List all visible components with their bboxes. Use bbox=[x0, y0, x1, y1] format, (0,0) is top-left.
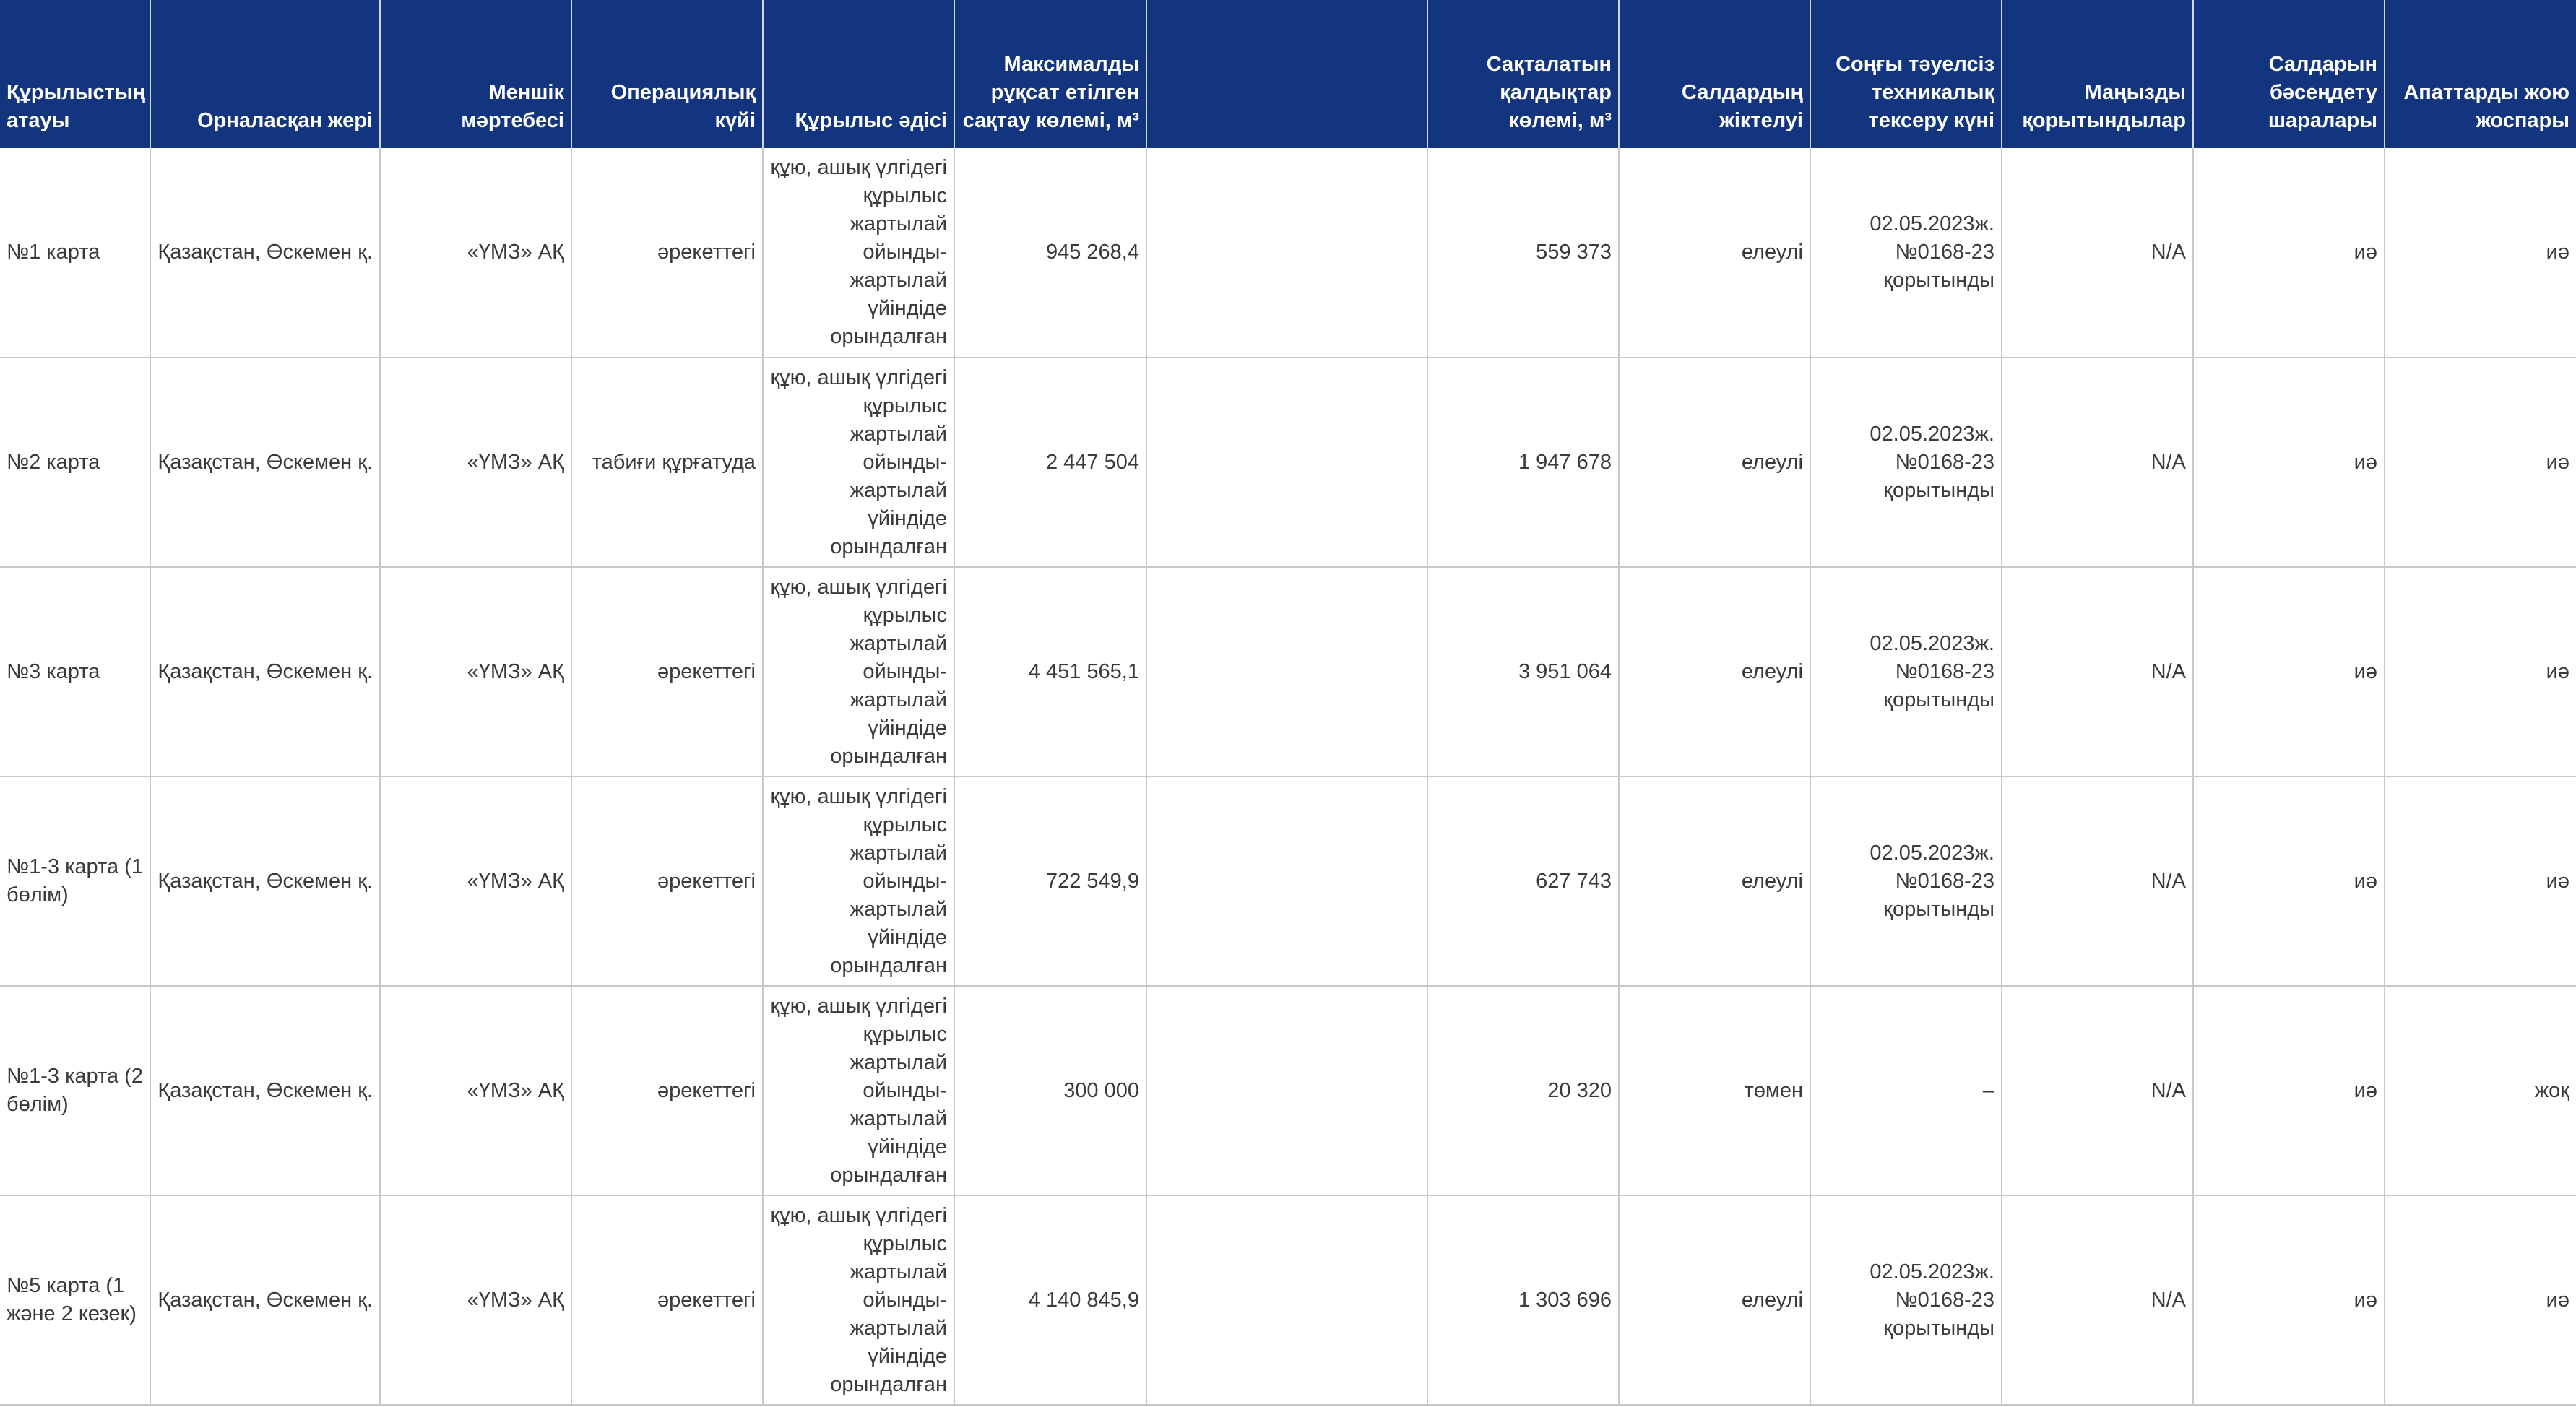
header-stored-tailings-volume: Сақталатын қалдықтар көлемі, м³ bbox=[1427, 0, 1619, 148]
cell-operational-status: әрекеттегі bbox=[571, 1195, 763, 1405]
table-row bbox=[0, 567, 2576, 776]
cell-stored-tailings-volume: 627 743 bbox=[1427, 776, 1619, 986]
cell-facility-name: №2 карта bbox=[0, 358, 150, 567]
cell-emergency-plan: иә bbox=[2385, 358, 2576, 567]
cell-emergency-plan: иә bbox=[2385, 1195, 2576, 1405]
header-max-permitted-volume: Максималды рұқсат етілген сақтау көлемі, м³ bbox=[954, 0, 1146, 148]
cell-max-permitted-volume: 722 549,9 bbox=[954, 776, 1146, 986]
header-key-findings: Маңызды қорытындылар bbox=[2002, 0, 2193, 148]
header-location: Орналасқан жері bbox=[150, 0, 380, 148]
cell-ownership-status: «ҮМЗ» АҚ bbox=[380, 776, 571, 986]
header-blank bbox=[1146, 0, 1427, 148]
cell-operational-status: әрекеттегі bbox=[571, 148, 763, 358]
cell-last-review-date: 02.05.2023ж. №0168-23 қорытынды bbox=[1810, 567, 2002, 776]
cell-operational-status: табиғи құрғатуда bbox=[571, 358, 763, 567]
cell-stored-tailings-volume: 559 373 bbox=[1427, 148, 1619, 358]
cell-facility-name: №3 карта bbox=[0, 567, 150, 776]
cell-location: Қазақстан, Өскемен қ. bbox=[150, 358, 380, 567]
cell-consequence-classification: елеулі bbox=[1619, 148, 1810, 358]
cell-last-review-date: 02.05.2023ж. №0168-23 қорытынды bbox=[1810, 358, 2002, 567]
cell-mitigation-measures: иә bbox=[2193, 776, 2385, 986]
cell-key-findings: N/A bbox=[2002, 148, 2193, 358]
cell-construction-method: құю, ашық үлгідегі құрылыс жартылай ойынды-жартылай үйіндіде орындалған bbox=[763, 358, 954, 567]
header-row bbox=[0, 0, 2576, 148]
cell-stored-tailings-volume: 20 320 bbox=[1427, 986, 1619, 1195]
cell-emergency-plan: иә bbox=[2385, 567, 2576, 776]
cell-construction-method: құю, ашық үлгідегі құрылыс жартылай ойынды-жартылай үйіндіде орындалған bbox=[763, 1195, 954, 1405]
cell-location: Қазақстан, Өскемен қ. bbox=[150, 567, 380, 776]
cell-mitigation-measures: иә bbox=[2193, 567, 2385, 776]
cell-location: Қазақстан, Өскемен қ. bbox=[150, 1195, 380, 1405]
cell-emergency-plan: жоқ bbox=[2385, 986, 2576, 1195]
cell-key-findings: N/A bbox=[2002, 567, 2193, 776]
cell-key-findings: N/A bbox=[2002, 776, 2193, 986]
cell-consequence-classification: төмен bbox=[1619, 986, 1810, 1195]
cell-blank bbox=[1146, 1195, 1427, 1405]
cell-construction-method: құю, ашық үлгідегі құрылыс жартылай ойынды-жартылай үйіндіде орындалған bbox=[763, 148, 954, 358]
cell-location: Қазақстан, Өскемен қ. bbox=[150, 148, 380, 358]
cell-construction-method: құю, ашық үлгідегі құрылыс жартылай ойынды-жартылай үйіндіде орындалған bbox=[763, 776, 954, 986]
header-operational-status: Операциялық күйі bbox=[571, 0, 763, 148]
cell-max-permitted-volume: 945 268,4 bbox=[954, 148, 1146, 358]
cell-operational-status: әрекеттегі bbox=[571, 776, 763, 986]
cell-stored-tailings-volume: 1 303 696 bbox=[1427, 1195, 1619, 1405]
cell-stored-tailings-volume: 3 951 064 bbox=[1427, 567, 1619, 776]
cell-max-permitted-volume: 4 451 565,1 bbox=[954, 567, 1146, 776]
cell-last-review-date: 02.05.2023ж. №0168-23 қорытынды bbox=[1810, 148, 2002, 358]
cell-ownership-status: «ҮМЗ» АҚ bbox=[380, 148, 571, 358]
header-ownership-status: Меншік мәртебесі bbox=[380, 0, 571, 148]
cell-stored-tailings-volume: 1 947 678 bbox=[1427, 358, 1619, 567]
cell-ownership-status: «ҮМЗ» АҚ bbox=[380, 1195, 571, 1405]
cell-ownership-status: «ҮМЗ» АҚ bbox=[380, 567, 571, 776]
cell-mitigation-measures: иә bbox=[2193, 1195, 2385, 1405]
table-body bbox=[0, 148, 2576, 1405]
cell-blank bbox=[1146, 567, 1427, 776]
cell-last-review-date: 02.05.2023ж. №0168-23 қорытынды bbox=[1810, 1195, 2002, 1405]
table-row bbox=[0, 358, 2576, 567]
cell-facility-name: №1-3 карта (2 бөлім) bbox=[0, 986, 150, 1195]
cell-operational-status: әрекеттегі bbox=[571, 567, 763, 776]
cell-last-review-date: – bbox=[1810, 986, 2002, 1195]
cell-last-review-date: 02.05.2023ж. №0168-23 қорытынды bbox=[1810, 776, 2002, 986]
header-construction-method: Құрылыс әдісі bbox=[763, 0, 954, 148]
cell-key-findings: N/A bbox=[2002, 986, 2193, 1195]
cell-construction-method: құю, ашық үлгідегі құрылыс жартылай ойынды-жартылай үйіндіде орындалған bbox=[763, 567, 954, 776]
cell-blank bbox=[1146, 776, 1427, 986]
cell-max-permitted-volume: 2 447 504 bbox=[954, 358, 1146, 567]
table-header bbox=[0, 0, 2576, 148]
cell-operational-status: әрекеттегі bbox=[571, 986, 763, 1195]
cell-construction-method: құю, ашық үлгідегі құрылыс жартылай ойынды-жартылай үйіндіде орындалған bbox=[763, 986, 954, 1195]
cell-blank bbox=[1146, 986, 1427, 1195]
cell-consequence-classification: елеулі bbox=[1619, 1195, 1810, 1405]
table-row bbox=[0, 776, 2576, 986]
cell-max-permitted-volume: 300 000 bbox=[954, 986, 1146, 1195]
header-emergency-plan: Апаттарды жою жоспары bbox=[2385, 0, 2576, 148]
header-consequence-classification: Салдардың жіктелуі bbox=[1619, 0, 1810, 148]
cell-location: Қазақстан, Өскемен қ. bbox=[150, 776, 380, 986]
cell-facility-name: №1-3 карта (1 бөлім) bbox=[0, 776, 150, 986]
cell-consequence-classification: елеулі bbox=[1619, 567, 1810, 776]
cell-consequence-classification: елеулі bbox=[1619, 358, 1810, 567]
cell-ownership-status: «ҮМЗ» АҚ bbox=[380, 358, 571, 567]
cell-emergency-plan: иә bbox=[2385, 776, 2576, 986]
table-row bbox=[0, 986, 2576, 1195]
cell-mitigation-measures: иә bbox=[2193, 148, 2385, 358]
cell-facility-name: №1 карта bbox=[0, 148, 150, 358]
cell-mitigation-measures: иә bbox=[2193, 986, 2385, 1195]
header-mitigation-measures: Салдарын бәсеңдету шаралары bbox=[2193, 0, 2385, 148]
cell-blank bbox=[1146, 148, 1427, 358]
table-row bbox=[0, 148, 2576, 358]
cell-mitigation-measures: иә bbox=[2193, 358, 2385, 567]
cell-key-findings: N/A bbox=[2002, 1195, 2193, 1405]
header-last-review-date: Соңғы тәуелсіз техникалық тексеру күні bbox=[1810, 0, 2002, 148]
cell-key-findings: N/A bbox=[2002, 358, 2193, 567]
table-row bbox=[0, 1195, 2576, 1405]
cell-emergency-plan: иә bbox=[2385, 148, 2576, 358]
header-facility-name: Құрылыстың атауы bbox=[0, 0, 150, 148]
cell-ownership-status: «ҮМЗ» АҚ bbox=[380, 986, 571, 1195]
cell-consequence-classification: елеулі bbox=[1619, 776, 1810, 986]
cell-max-permitted-volume: 4 140 845,9 bbox=[954, 1195, 1146, 1405]
cell-location: Қазақстан, Өскемен қ. bbox=[150, 986, 380, 1195]
cell-facility-name: №5 карта (1 және 2 кезек) bbox=[0, 1195, 150, 1405]
cell-blank bbox=[1146, 358, 1427, 567]
